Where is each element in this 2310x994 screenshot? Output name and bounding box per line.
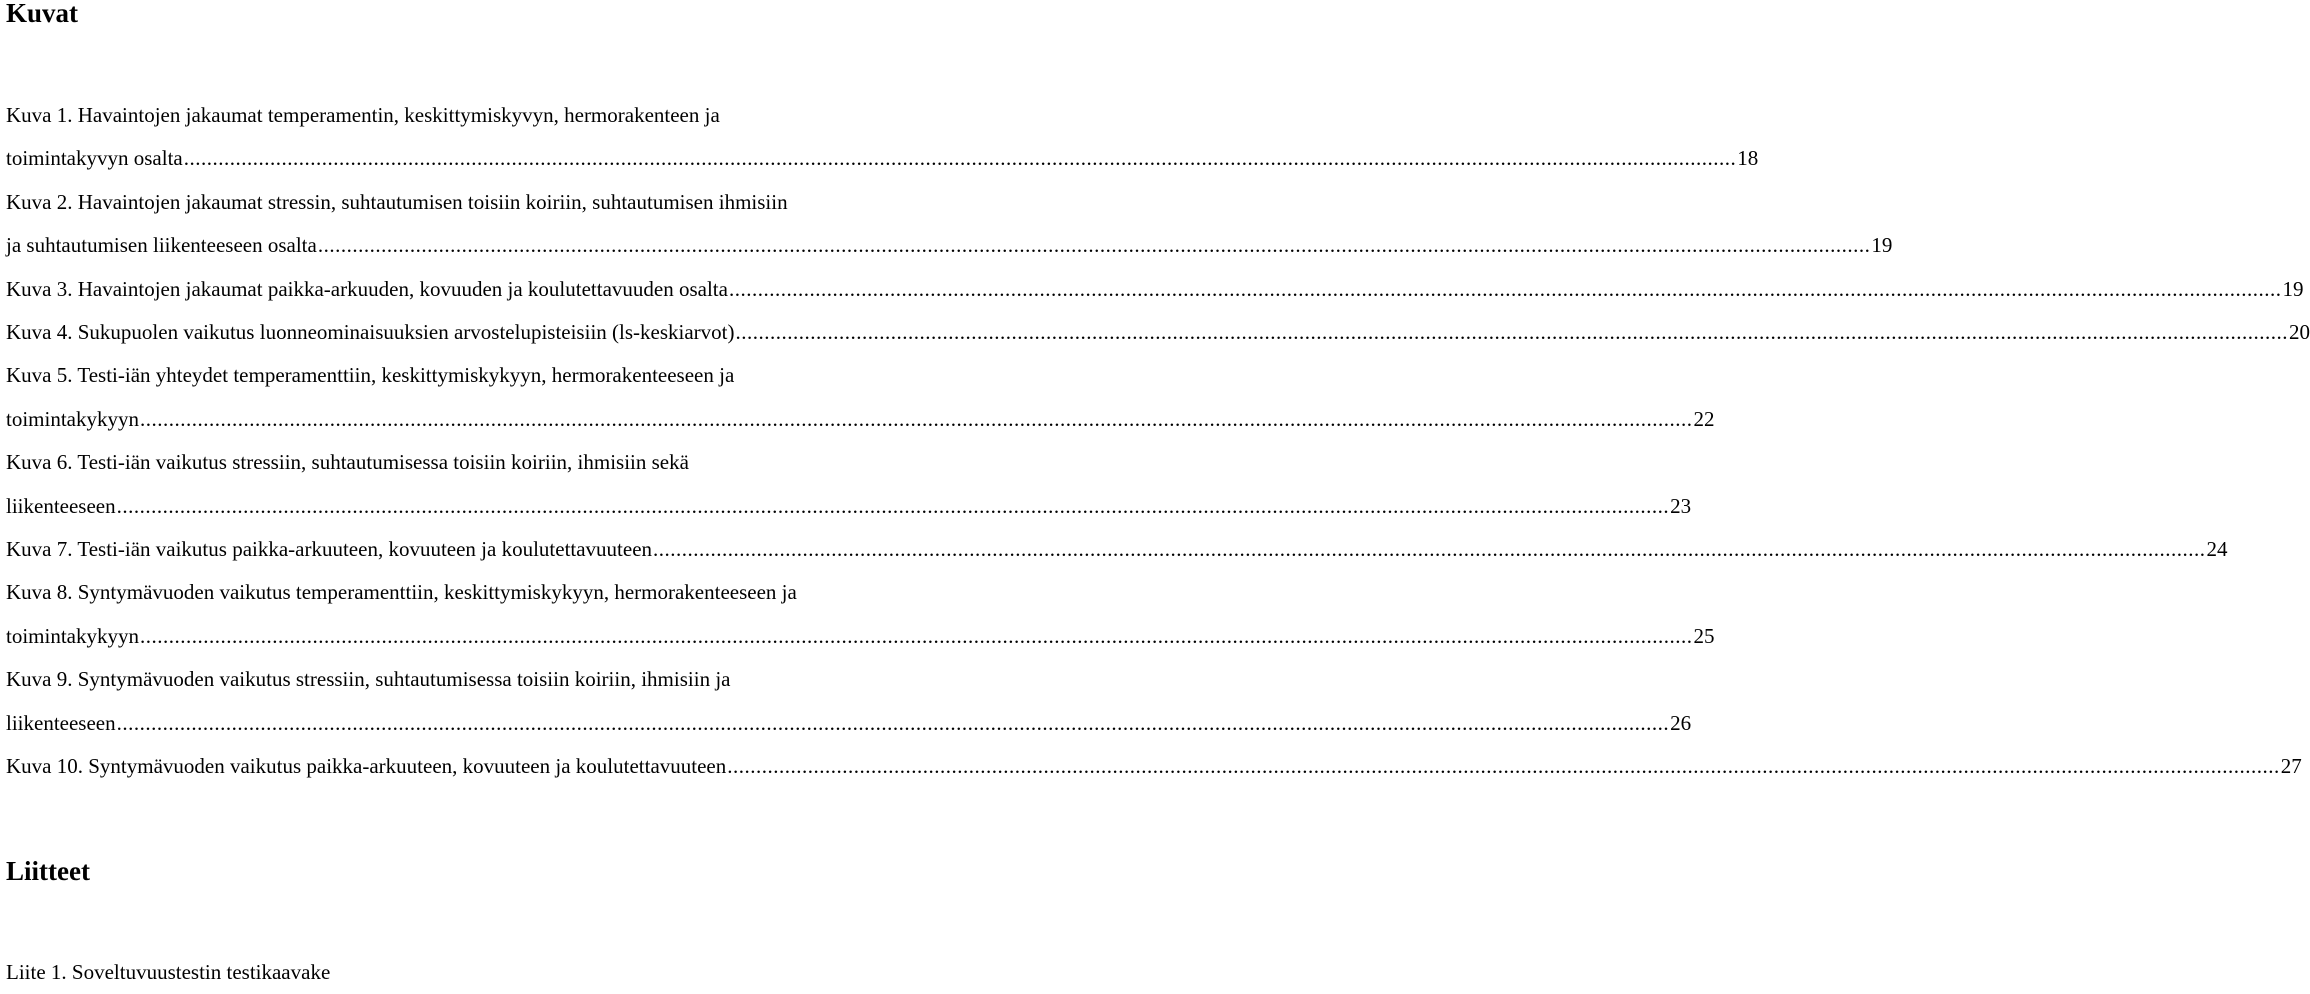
figure-entry-leader-line (6, 224, 1893, 267)
dot-leader (117, 485, 1670, 528)
figure-entry[interactable] (6, 658, 1692, 745)
figure-entry-line: Kuva 5. Testi-iän yhteydet temperamenttiin, keskittymiskykyyn, hermorakenteeseen ja (6, 363, 735, 388)
figure-entry-line: Kuva 6. Testi-iän vaikutus stressiin, suhtautumisessa toisiin koiriin, ihmisiin sekä (6, 450, 689, 475)
appendix-entry-text: Liite 1. Soveltuvuustestin testikaavake (6, 960, 331, 984)
figures-heading: Kuvat (6, 0, 79, 28)
dot-leader (117, 702, 1670, 745)
page-number: 27 (2280, 754, 2302, 779)
page-number: 19 (1871, 233, 1893, 258)
figures-list (6, 94, 2310, 789)
page-number: 18 (1737, 146, 1759, 171)
page-number: 25 (1693, 623, 1715, 648)
figure-entry-leader-line (6, 615, 1715, 658)
figure-entry[interactable] (6, 571, 1715, 658)
appendices-heading: Liitteet (6, 856, 90, 886)
figure-entry-text: toimintakyvyn osalta (6, 146, 183, 171)
figure-entry[interactable] (6, 528, 2228, 571)
figure-entry-leader-line (6, 311, 2310, 354)
figure-entry-line: Kuva 2. Havaintojen jakaumat stressin, suhtautumisen toisiin koiriin, suhtautumisen ihmisiin (6, 189, 788, 214)
figure-entry-line: Kuva 8. Syntymävuoden vaikutus temperamenttiin, keskittymiskykyyn, hermorakenteeseen ja (6, 580, 797, 605)
dot-leader (184, 137, 1737, 180)
figure-entry[interactable] (6, 181, 1893, 268)
figure-entry[interactable] (6, 311, 2310, 354)
dot-leader (140, 615, 1693, 658)
appendix-entry[interactable] (6, 951, 331, 984)
figure-entry-leader-line (6, 268, 2304, 311)
figure-entry-leader-line (6, 137, 1759, 180)
page-number: 19 (2282, 276, 2304, 301)
figure-entry-text: liikenteeseen (6, 493, 116, 518)
dot-leader (140, 398, 1693, 441)
dot-leader (653, 528, 2206, 571)
figure-entry[interactable] (6, 441, 1692, 528)
figure-entry-leader-line (6, 745, 2302, 788)
figure-entry-line: Kuva 9. Syntymävuoden vaikutus stressiin, suhtautumisessa toisiin koiriin, ihmisiin ja (6, 667, 731, 692)
figure-entry[interactable] (6, 745, 2302, 788)
figure-entry-text: liikenteeseen (6, 710, 116, 735)
figure-entry[interactable] (6, 354, 1715, 441)
figure-entry-leader-line (6, 398, 1715, 441)
figure-entry[interactable] (6, 268, 2304, 311)
dot-leader (318, 224, 1871, 267)
figure-entry-text: Kuva 3. Havaintojen jakaumat paikka-arkuuden, kovuuden ja koulutettavuuden osalta (6, 276, 728, 301)
dot-leader (727, 745, 2280, 788)
figure-entry-text: toimintakykyyn (6, 623, 139, 648)
figure-entry-leader-line (6, 485, 1692, 528)
figure-entry-text: Kuva 7. Testi-iän vaikutus paikka-arkuuteen, kovuuteen ja koulutettavuuteen (6, 537, 653, 562)
page-number: 22 (1693, 406, 1715, 431)
figure-entry-text: Kuva 10. Syntymävuoden vaikutus paikka-arkuuteen, kovuuteen ja koulutettavuuteen (6, 754, 727, 779)
figure-entry-leader-line (6, 702, 1692, 745)
dot-leader (736, 311, 2289, 354)
figure-entry-text: Kuva 4. Sukupuolen vaikutus luonneominaisuuksien arvostelupisteisiin (ls-keskiarvot) (6, 320, 735, 345)
page-number: 20 (2289, 320, 2310, 345)
dot-leader (729, 268, 2282, 311)
figure-entry-leader-line (6, 528, 2228, 571)
page-number: 26 (1670, 710, 1692, 735)
page-number: 23 (1670, 493, 1692, 518)
figure-entry-text: toimintakykyyn (6, 406, 139, 431)
page-number: 24 (2206, 537, 2228, 562)
figure-entry-text: ja suhtautumisen liikenteeseen osalta (6, 233, 317, 258)
figure-entry-line: Kuva 1. Havaintojen jakaumat temperamentin, keskittymiskyvyn, hermorakenteen ja (6, 103, 720, 127)
figure-entry[interactable] (6, 94, 1759, 181)
